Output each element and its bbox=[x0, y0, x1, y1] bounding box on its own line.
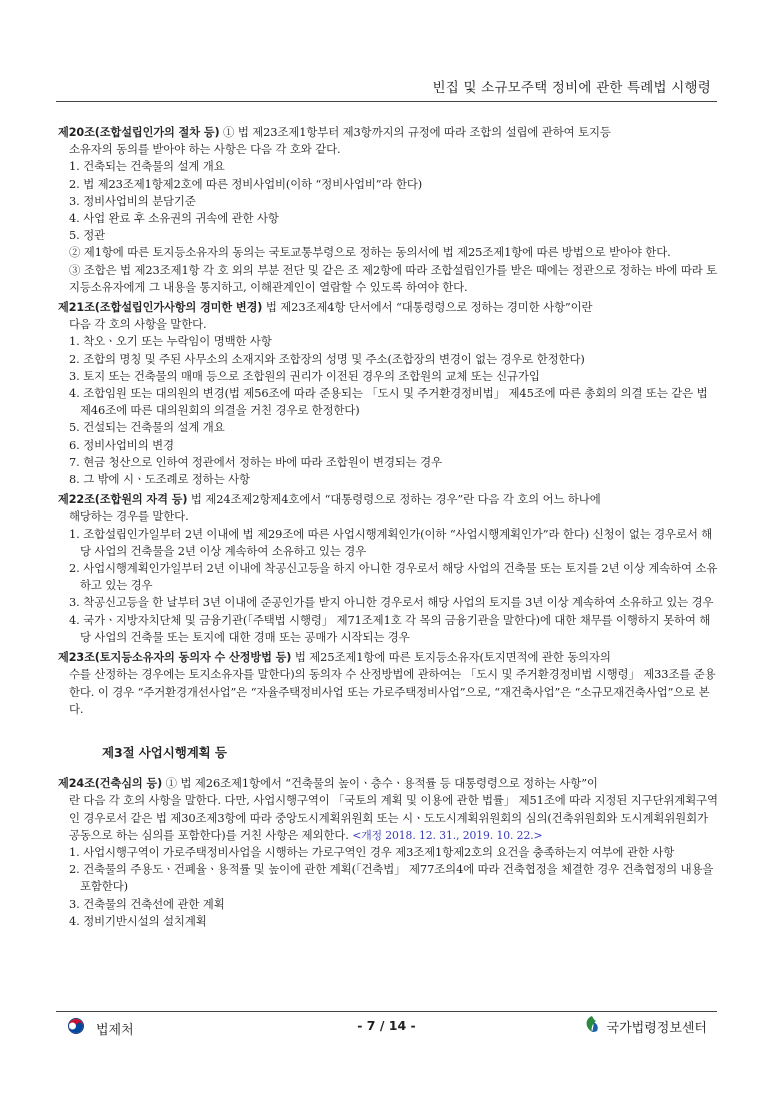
article-20 bbox=[58, 124, 720, 296]
law-center-logo-icon bbox=[583, 1015, 601, 1037]
footer-divider bbox=[56, 1011, 717, 1012]
list-item: 2. 법 제23조제1항제2호에 따른 정비사업비(이하 “정비사업비”라 한다) bbox=[69, 176, 423, 191]
footer-center-label: 국가법령정보센터 bbox=[606, 1020, 707, 1036]
list-item: 5. 건설되는 건축물의 설계 개요 bbox=[69, 420, 225, 435]
footer-right bbox=[583, 1015, 707, 1037]
page-number: - 7 / 14 - bbox=[357, 1018, 416, 1033]
list-item: 7. 현금 청산으로 인하여 정관에서 정하는 바에 따라 조합원이 변경되는 경우 bbox=[69, 454, 442, 469]
article-23-intro: 법 제25조제1항에 따른 토지등소유자(토지면적에 관한 동의자의 bbox=[294, 650, 611, 665]
article-23-intro-cont: 수를 산정하는 경우에는 토지소유자를 말한다)의 동의자 수 산정방법에 관하여는 「도시 및 주거환경정비법 시행령」 제33조를 준용한다. 이 경우 “주거환경개선사업”은 “자율주택정비사업 또는 가로주택정비사업”으로, “재건축사업”은 “소규모재건축사업”으로 본다. bbox=[69, 667, 716, 716]
article-22 bbox=[58, 491, 720, 646]
article-20-intro: ① 법 제23조제1항부터 제3항까지의 규정에 따라 조합의 설립에 관하여 토지등 bbox=[223, 125, 611, 139]
list-item: 1. 사업시행구역이 가로주택정비사업을 시행하는 가로구역인 경우 제3조제1항제2호의 요건을 충족하는지 여부에 관한 사항 bbox=[69, 844, 675, 859]
list-item: 6. 정비사업비의 변경 bbox=[69, 437, 174, 452]
article-24-intro: ① 법 제26조제1항에서 “건축물의 높이ㆍ층수ㆍ용적률 등 대통령령으로 정하는 사항”이 bbox=[165, 776, 598, 791]
article-23 bbox=[58, 649, 720, 718]
article-21 bbox=[58, 299, 720, 488]
article-20-paragraph-3: ③ 조합은 법 제23조제1항 각 호 외의 부분 전단 및 같은 조 제2항에 따라 조합설립인가를 받은 때에는 정관으로 정하는 바에 따라 토지등소유자에게 그 내용을 통지하고, 이해관계인이 열람할 수 있도록 하여야 한다. bbox=[69, 262, 718, 294]
list-item: 8. 그 밖에 시ㆍ도조례로 정하는 사항 bbox=[69, 472, 250, 487]
header-divider bbox=[56, 101, 717, 102]
article-22-intro: 법 제24조제2항제4호에서 “대통령령으로 정하는 경우”란 다음 각 호의 어느 하나에 bbox=[190, 492, 601, 507]
list-item: 2. 사업시행계획인가일부터 2년 이내에 착공신고등을 하지 아니한 경우로서 해당 사업의 건축물 또는 토지를 2년 이상 계속하여 소유하고 있는 경우 bbox=[69, 561, 718, 593]
section-title: 제3절 사업시행계획 등 bbox=[102, 744, 227, 760]
list-item: 2. 조합의 명칭 및 주된 사무소의 소재지와 조합장의 성명 및 주소(조합장의 변경이 없는 경우로 한정한다) bbox=[69, 351, 585, 366]
document-body bbox=[58, 124, 720, 933]
list-item: 3. 건축물의 건축선에 관한 계획 bbox=[69, 896, 225, 911]
list-item: 4. 국가ㆍ지방자치단체 및 금융기관(「주택법 시행령」 제71조제1호 각 목의 금융기관을 말한다)에 대한 채무를 이행하지 못하여 해당 사업의 건축물 또는 토지에 대한 경매 또는 공매가 시작되는 경우 bbox=[69, 612, 711, 644]
article-20-paragraph-2: ② 제1항에 따른 토지등소유자의 동의는 국토교통부령으로 정하는 동의서에 법 제25조제1항에 따른 방법으로 받아야 한다. bbox=[69, 245, 671, 260]
footer-org-label: 법제처 bbox=[96, 1022, 134, 1038]
list-item: 4. 정비기반시설의 설치계획 bbox=[69, 913, 207, 928]
amendment-note-link[interactable]: <개정 2018. 12. 31., 2019. 10. 22.> bbox=[352, 828, 543, 842]
law-title-header: 빈집 및 소규모주택 정비에 관한 특례법 시행령 bbox=[432, 80, 711, 96]
list-item: 1. 조합설립인가일부터 2년 이내에 법 제29조에 따른 사업시행계획인가(이하 “사업시행계획인가”라 한다) 신청이 없는 경우로서 해당 사업의 건축물을 2년 이상 계속하여 소유하고 있는 경우 bbox=[69, 526, 713, 558]
article-24 bbox=[58, 775, 720, 930]
list-item: 3. 착공신고등을 한 날부터 3년 이내에 준공인가를 받지 아니한 경우로서 해당 사업의 토지를 3년 이상 계속하여 소유하고 있는 경우 bbox=[69, 595, 714, 610]
article-24-intro-cont: 란 다음 각 호의 사항을 말한다. 다만, 사업시행구역이 「국토의 계획 및 이용에 관한 법률」 제51조에 따라 지정된 지구단위계획구역인 경우로서 같은 법 제30조제3항에 따라 중앙도시계획위원회 또는 시ㆍ도도시계획위원회의 심의(건축위원회와 도시계획위원회가 공동으로 하는 심의를 포함한다)를 거친 사항은 제외한다. bbox=[69, 793, 718, 842]
article-21-title: 제21조(조합설립인가사항의 경미한 변경) bbox=[58, 301, 263, 315]
article-22-intro-cont: 해당하는 경우를 말한다. bbox=[69, 509, 189, 524]
article-20-title: 제20조(조합설립인가의 절차 등) bbox=[58, 126, 220, 139]
article-21-intro: 법 제23조제4항 단서에서 “대통령령으로 정하는 경미한 사항”이란 bbox=[265, 300, 593, 315]
list-item: 1. 착오ㆍ오기 또는 누락임이 명백한 사항 bbox=[69, 334, 272, 349]
list-item: 1. 건축되는 건축물의 설계 개요 bbox=[69, 159, 225, 174]
article-23-title: 제23조(토지등소유자의 동의자 수 산정방법 등) bbox=[58, 651, 292, 665]
article-21-intro-cont: 다음 각 호의 사항을 말한다. bbox=[69, 317, 207, 332]
article-22-title: 제22조(조합원의 자격 등) bbox=[58, 493, 188, 507]
list-item: 4. 사업 완료 후 소유권의 귀속에 관한 사항 bbox=[69, 211, 279, 226]
list-item: 3. 토지 또는 건축물의 매매 등으로 조합원의 권리가 이전된 경우의 조합원의 교체 또는 신규가입 bbox=[69, 368, 540, 383]
list-item: 3. 정비사업비의 분담기준 bbox=[69, 193, 196, 208]
article-20-intro-cont: 소유자의 동의를 받아야 하는 사항은 다음 각 호와 같다. bbox=[69, 142, 341, 157]
list-item: 4. 조합임원 또는 대의원의 변경(법 제56조에 따라 준용되는 「도시 및 주거환경정비법」 제45조에 따른 총회의 의결 또는 같은 법 제46조에 따른 대의원회의 의결을 거친 경우로 한정한다) bbox=[69, 386, 708, 418]
article-24-title: 제24조(건축심의 등) bbox=[58, 777, 163, 791]
list-item: 5. 정관 bbox=[69, 228, 105, 243]
list-item: 2. 건축물의 주용도ㆍ건폐율ㆍ용적률 및 높이에 관한 계획(「건축법」 제77조의4에 따라 건축협정을 체결한 경우 건축협정의 내용을 포함한다) bbox=[69, 862, 714, 894]
